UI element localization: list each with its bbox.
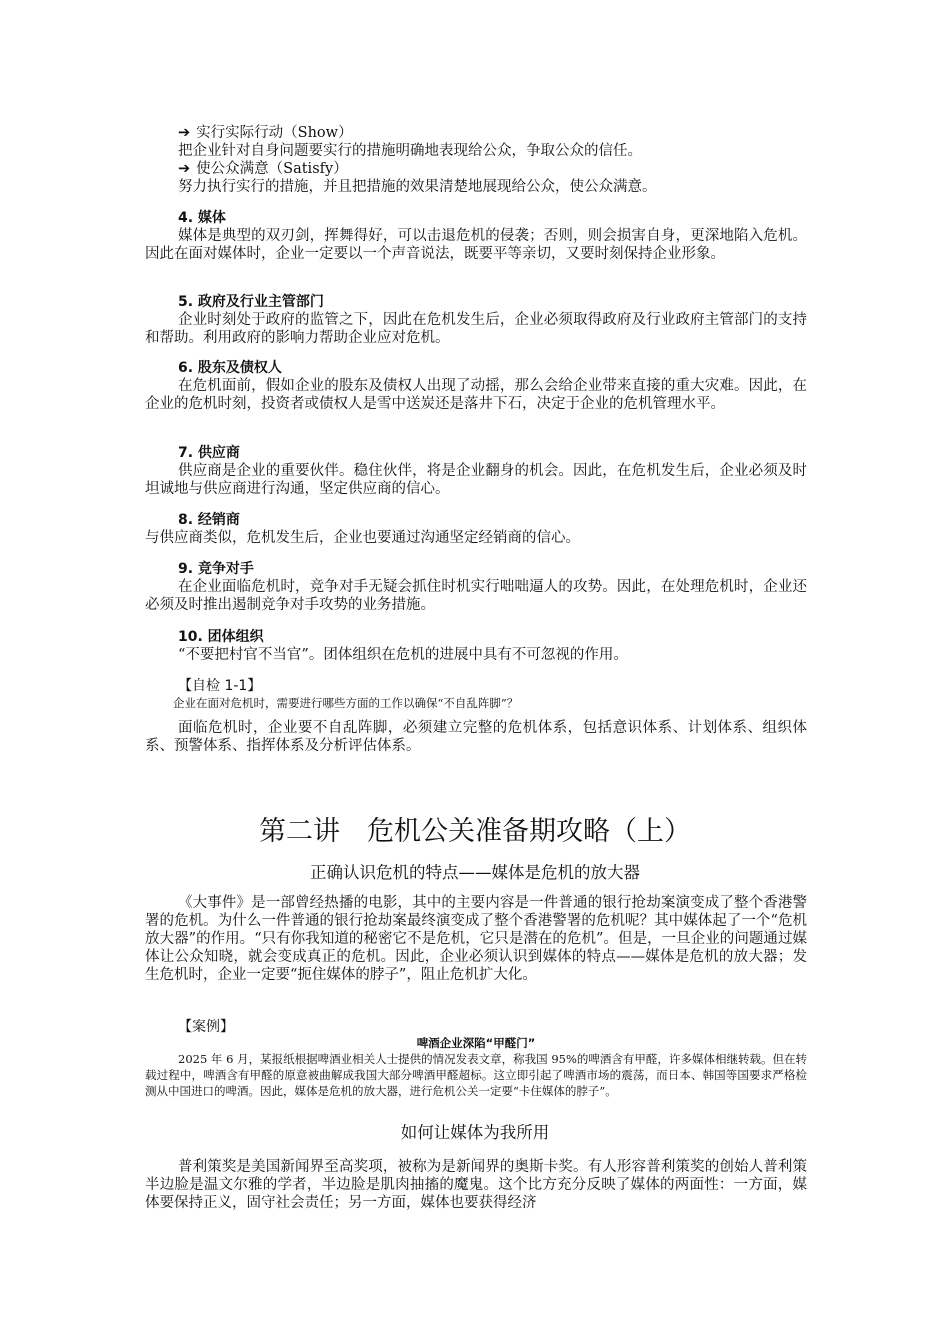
satisfy-heading-line	[145, 160, 807, 178]
section-distributors	[145, 511, 807, 547]
show-heading-line	[145, 124, 807, 142]
show-heading: 实行实际行动（Show）	[196, 125, 353, 141]
intro-block	[145, 124, 807, 196]
lecture-subtitle-1: 正确认识危机的特点——媒体是危机的放大器	[310, 863, 640, 882]
self-check-answer: 面临危机时，企业要不自乱阵脚，必须建立完整的危机体系，包括意识体系、计划体系、组织体系、预警体系、指挥体系及分析评估体系。	[145, 720, 807, 754]
section-text: 在企业面临危机时，竞争对手无疑会抓住时机实行咄咄逼人的攻势。因此，在处理危机时，企业还必须及时推出遏制竞争对手攻势的业务措施。	[145, 579, 807, 613]
lecture-subtitle-2: 如何让媒体为我所用	[400, 1123, 550, 1142]
arrow-right-icon: ➔	[178, 161, 191, 177]
section-media	[145, 209, 807, 263]
section-heading: 8. 经销商	[178, 512, 240, 528]
satisfy-heading: 使公众满意（Satisfy）	[196, 161, 348, 177]
section-heading: 9. 竞争对手	[178, 561, 254, 577]
section-heading: 5. 政府及行业主管部门	[178, 294, 324, 310]
self-check-label: 【自检 1-1】	[178, 678, 262, 694]
lecture-paragraph-1: 《大事件》是一部曾经热播的电影，其中的主要内容是一件普通的银行抢劫案演变成了整个香港警署的危机。为什么一件普通的银行抢劫案最终演变成了整个香港警署的危机呢？其中媒体起了一个“危机放大器”的作用。“只有你我知道的秘密它不是危机，它只是潜在的危机”。但是，一旦企业的问题通过媒体让公众知晓，就会变成真正的危机。因此，企业必须认识到媒体的特点——媒体是危机的放大器；发生危机时，企业一定要“扼住媒体的脖子”，阻止危机扩大化。	[145, 895, 807, 983]
case-block	[145, 1018, 807, 1099]
section-text: 在危机面前，假如企业的股东及债权人出现了动摇，那么会给企业带来直接的重大灾难。因此，在企业的危机时刻，投资者或债权人是雪中送炭还是落井下石，决定于企业的危机管理水平。	[145, 378, 807, 412]
section-text: 企业时刻处于政府的监管之下，因此在危机发生后，企业必须取得政府及行业政府主管部门的支持和帮助。利用政府的影响力帮助企业应对危机。	[145, 312, 807, 346]
self-check-question: 企业在面对危机时，需要进行哪些方面的工作以确保“不自乱阵脚”？	[173, 696, 519, 710]
lecture-paragraph-2-block	[145, 1158, 807, 1212]
section-heading: 10. 团体组织	[178, 629, 264, 645]
case-text: 2025 年 6 月，某报纸根据啤酒业相关人士提供的情况发表文章，称我国 95%的啤酒含有甲醛，许多媒体相继转载。但在转载过程中，啤酒含有甲醛的原意被曲解成我国大部分啤酒甲醛超标。这立即引起了啤酒市场的震荡，而日本、韩国等国要求严格检测从中国进口的啤酒。因此，媒体是危机的放大器，进行危机公关一定要“卡住媒体的脖子”。	[145, 1052, 807, 1098]
section-competitors	[145, 560, 807, 614]
section-heading: 4. 媒体	[178, 210, 226, 226]
section-shareholders	[145, 359, 807, 413]
arrow-right-icon: ➔	[178, 125, 191, 141]
section-organizations	[145, 628, 807, 664]
case-title: 啤酒企业深陷“甲醛门”	[416, 1036, 536, 1050]
section-heading: 7. 供应商	[178, 445, 240, 461]
lecture-paragraph-1-block	[145, 894, 807, 984]
section-government	[145, 293, 807, 347]
section-text: 媒体是典型的双刃剑，挥舞得好，可以击退危机的侵袭；否则，则会损害自身，更深地陷入危机。因此在面对媒体时，企业一定要以一个声音说法，既要平等亲切，又要时刻保持企业形象。	[145, 228, 807, 262]
lecture-paragraph-2: 普利策奖是美国新闻界至高奖项，被称为是新闻界的奥斯卡奖。有人形容普利策奖的创始人普利策半边脸是温文尔雅的学者，半边脸是肌肉抽搐的魔鬼。这个比方充分反映了媒体的两面性：一方面，媒体要保持正义，固守社会责任；另一方面，媒体也要获得经济	[145, 1159, 807, 1211]
section-text: 供应商是企业的重要伙伴。稳住伙伴，将是企业翻身的机会。因此，在危机发生后，企业必须及时坦诚地与供应商进行沟通，坚定供应商的信心。	[145, 463, 807, 497]
section-heading: 6. 股东及债权人	[178, 360, 282, 376]
case-label: 【案例】	[178, 1019, 234, 1035]
section-text: “不要把村官不当官”。团体组织在危机的进展中具有不可忽视的作用。	[178, 647, 628, 663]
section-text: 与供应商类似，危机发生后，企业也要通过沟通坚定经销商的信心。	[145, 530, 580, 546]
self-check-block	[145, 677, 807, 755]
satisfy-text: 努力执行实行的措施，并且把措施的效果清楚地展现给公众，使公众满意。	[178, 179, 657, 195]
show-text: 把企业针对自身问题要实行的措施明确地表现给公众，争取公众的信任。	[178, 143, 642, 159]
lecture-title: 第二讲 危机公关准备期攻略（上）	[259, 816, 691, 847]
section-suppliers	[145, 444, 807, 498]
